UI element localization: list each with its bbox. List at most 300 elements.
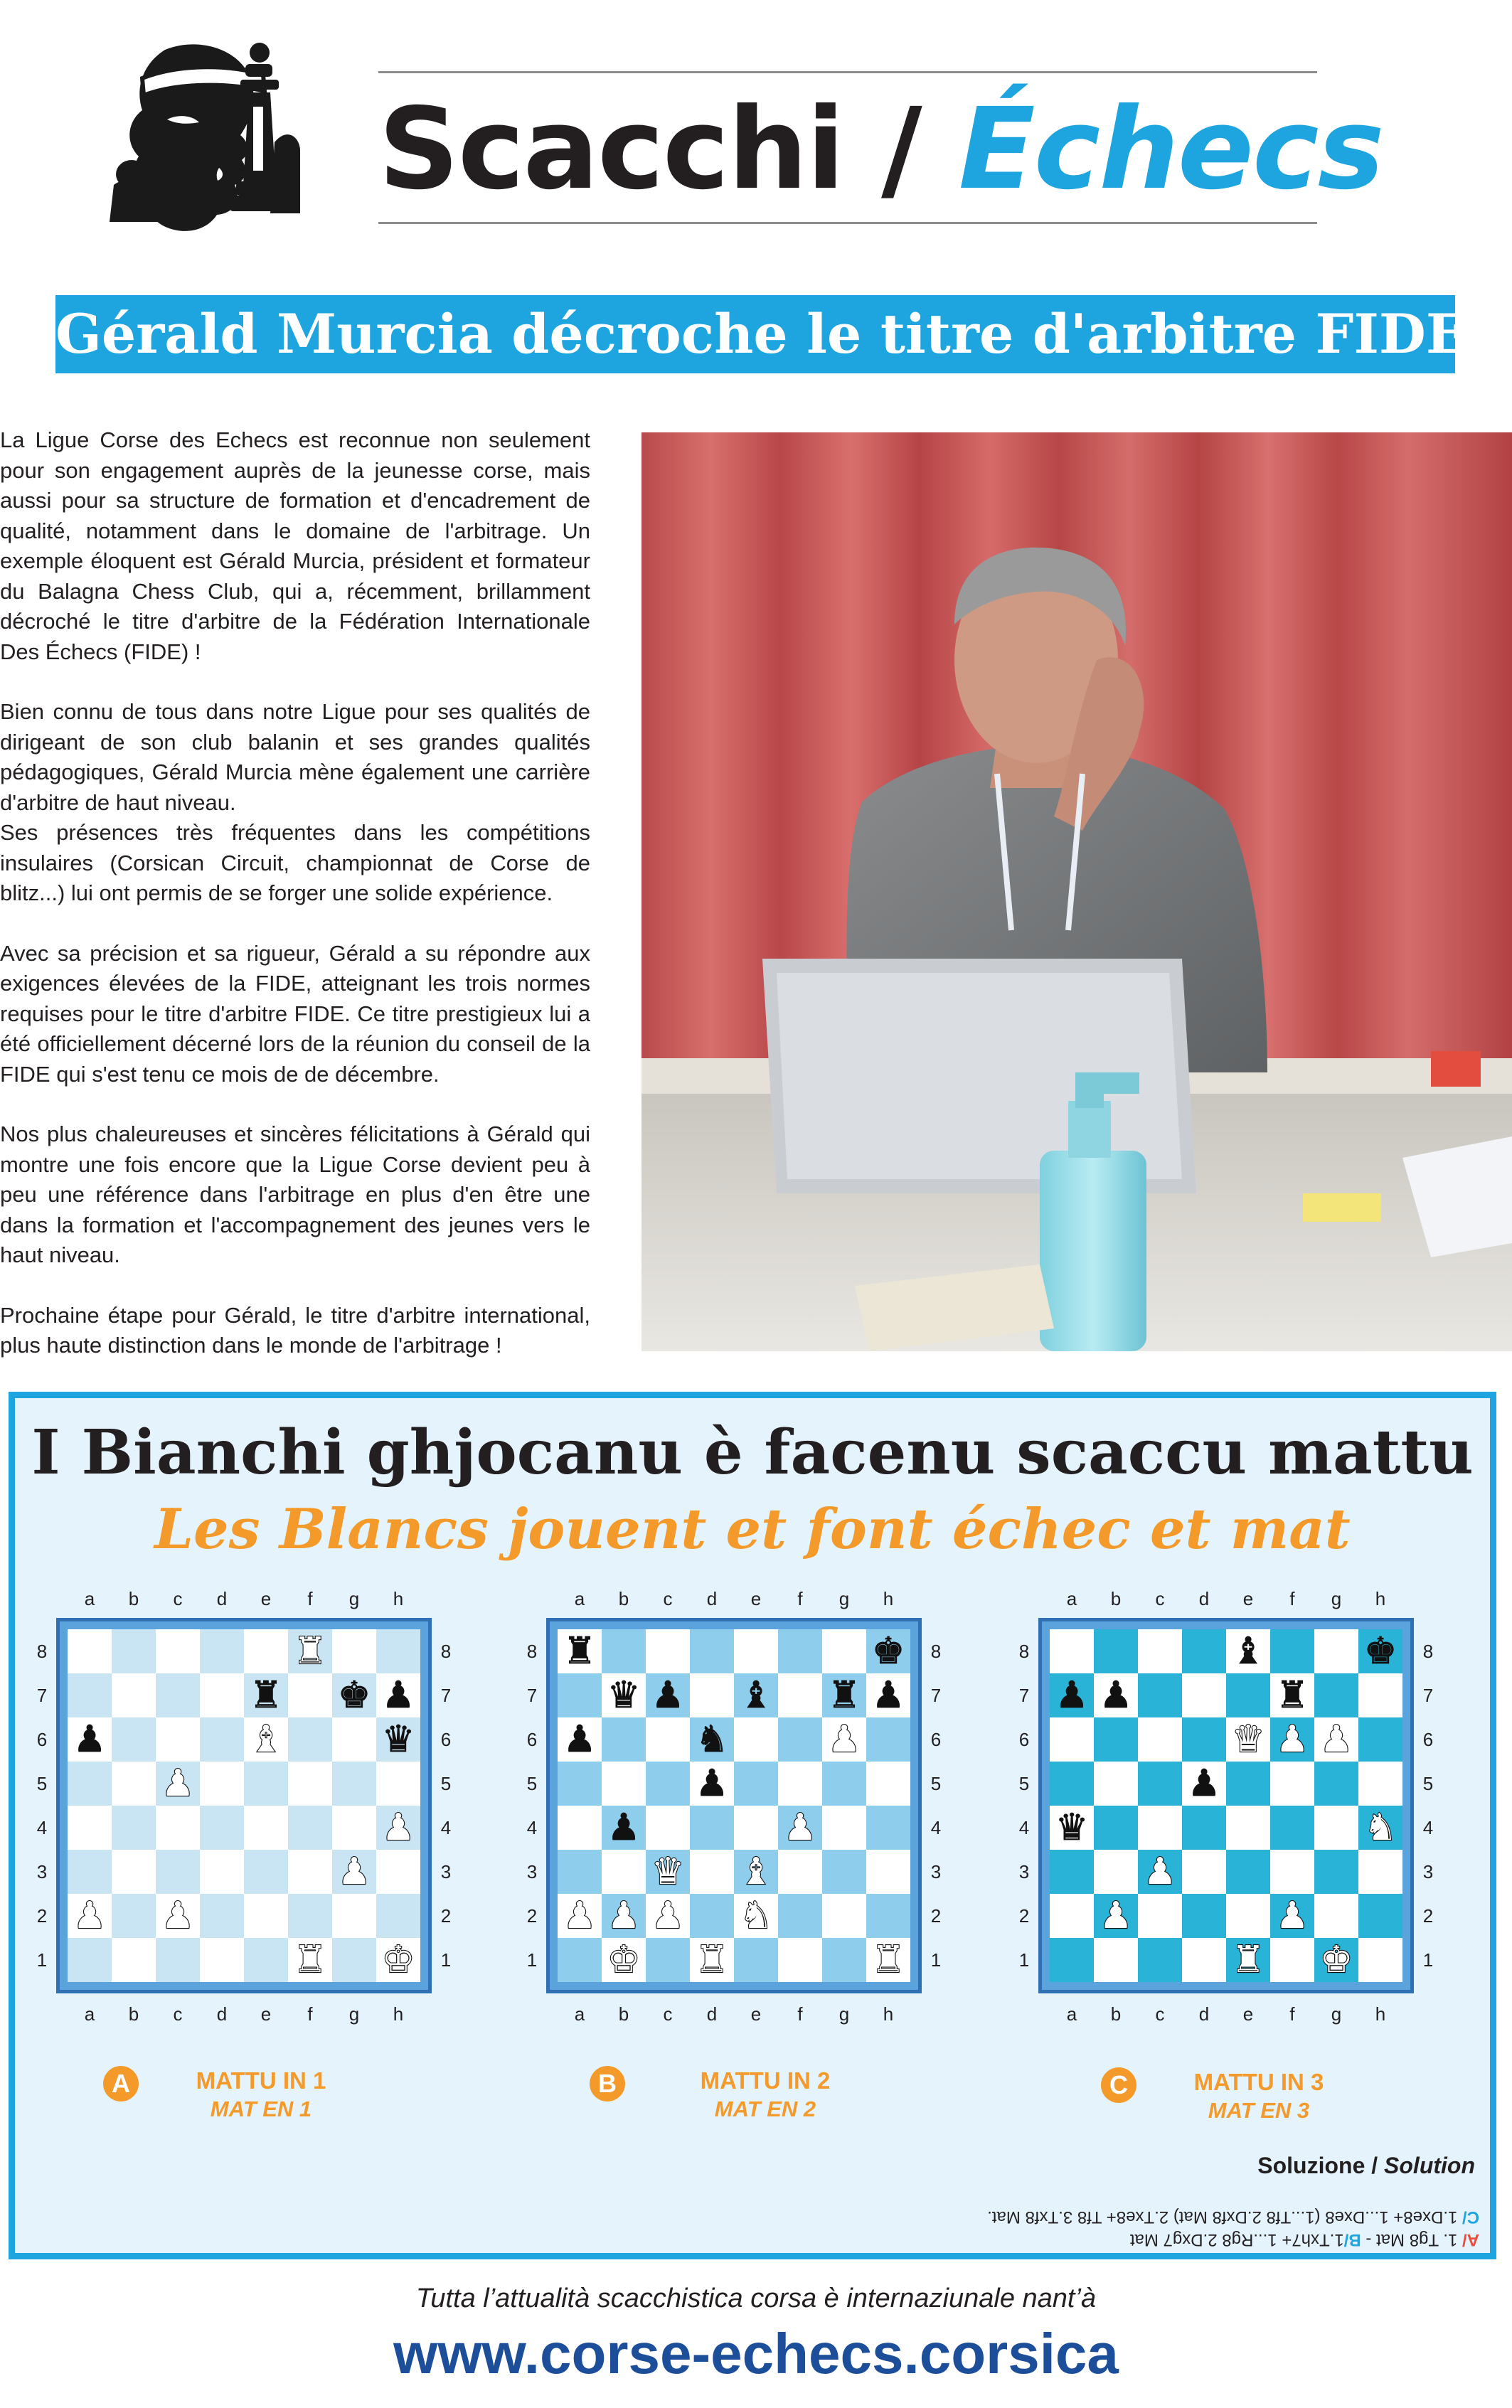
rank-label-6: 6 bbox=[36, 1729, 48, 1750]
board-square-a4 bbox=[558, 1806, 602, 1850]
board-square-a8 bbox=[68, 1629, 112, 1673]
rank-label-2: 2 bbox=[36, 1905, 48, 1927]
board-square-d1 bbox=[200, 1938, 244, 1982]
file-label-c: c bbox=[663, 2003, 673, 2025]
rank-label-2: 2 bbox=[930, 1905, 942, 1927]
board-square-a5 bbox=[558, 1762, 602, 1806]
board-square-b3 bbox=[602, 1850, 646, 1894]
white-pawn-icon: ♟ bbox=[827, 1718, 861, 1761]
rank-label-4: 4 bbox=[440, 1817, 452, 1838]
black-pawn-icon: ♟ bbox=[381, 1674, 415, 1717]
board-square-d2 bbox=[690, 1894, 734, 1938]
solution-label-a: A/ bbox=[1462, 2230, 1479, 2249]
black-pawn-icon: ♟ bbox=[1055, 1674, 1089, 1717]
board-square-g2 bbox=[1314, 1894, 1358, 1938]
file-label-f: f bbox=[1289, 2003, 1295, 2025]
board-square-f6 bbox=[778, 1717, 822, 1762]
board-square-h2 bbox=[866, 1894, 910, 1938]
article-paragraph-5: Prochaine étape pour Gérald, le titre d'arbitre international, plus haute distinction dans le monde de l'arbitrage ! bbox=[0, 1302, 590, 1358]
black-pawn-icon: ♟ bbox=[695, 1762, 729, 1805]
rank-label-6: 6 bbox=[440, 1729, 452, 1750]
black-king-icon: ♚ bbox=[871, 1630, 905, 1673]
board-square-a3 bbox=[1050, 1850, 1094, 1894]
board-square-e8 bbox=[244, 1629, 288, 1673]
board-square-d8 bbox=[200, 1629, 244, 1673]
board-square-b4 bbox=[112, 1806, 156, 1850]
board-square-g5 bbox=[822, 1762, 866, 1806]
board-square-a1 bbox=[1050, 1938, 1094, 1982]
board-square-b5 bbox=[112, 1762, 156, 1806]
board-square-d3 bbox=[690, 1850, 734, 1894]
board-square-d8 bbox=[690, 1629, 734, 1673]
board-square-b2 bbox=[112, 1894, 156, 1938]
white-pawn-icon: ♟ bbox=[1275, 1718, 1309, 1761]
board-square-b4 bbox=[1094, 1806, 1138, 1850]
board-square-e7 bbox=[1226, 1673, 1270, 1717]
board-square-g4 bbox=[1314, 1806, 1358, 1850]
puzzle-label-a-french: MAT EN 1 bbox=[210, 2097, 312, 2121]
puzzle-label-c-french: MAT EN 3 bbox=[1208, 2098, 1310, 2123]
footer-website-link[interactable]: www.corse-echecs.corsica bbox=[393, 2322, 1119, 2385]
black-pawn-icon: ♟ bbox=[1187, 1762, 1221, 1805]
rank-label-4: 4 bbox=[1422, 1817, 1434, 1838]
page-title bbox=[378, 84, 1383, 215]
file-label-b: b bbox=[1110, 2003, 1122, 2025]
board-square-b8 bbox=[1094, 1629, 1138, 1673]
rank-label-5: 5 bbox=[440, 1773, 452, 1794]
board-square-g7 bbox=[1314, 1673, 1358, 1717]
file-label-d: d bbox=[216, 2003, 228, 2025]
board-square-h4 bbox=[866, 1806, 910, 1850]
board-square-h7 bbox=[1358, 1673, 1402, 1717]
white-pawn-icon: ♟ bbox=[783, 1806, 817, 1849]
rank-label-7: 7 bbox=[440, 1685, 452, 1706]
board-square-b8 bbox=[112, 1629, 156, 1673]
solution-text-c: 1.Dxe8+ 1...Dxe8 (1...Tf8 2.Dxf8 Mat) 2.Txe8+ Tf8 3.Txf8 Mat. bbox=[987, 2207, 1462, 2227]
board-square-e4 bbox=[1226, 1806, 1270, 1850]
rank-label-3: 3 bbox=[36, 1861, 48, 1882]
rank-label-4: 4 bbox=[526, 1817, 538, 1838]
white-pawn-icon: ♟ bbox=[337, 1850, 371, 1893]
white-pawn-icon: ♟ bbox=[651, 1895, 685, 1937]
rank-label-3: 3 bbox=[930, 1861, 942, 1882]
board-square-b6 bbox=[1094, 1717, 1138, 1762]
rank-label-8: 8 bbox=[1422, 1641, 1434, 1662]
board-square-d3 bbox=[1182, 1850, 1226, 1894]
file-label-g: g bbox=[1331, 2003, 1342, 2025]
file-label-h: h bbox=[1375, 2003, 1386, 2025]
board-square-c1 bbox=[156, 1938, 200, 1982]
black-bishop-icon: ♝ bbox=[739, 1674, 773, 1717]
board-square-b5 bbox=[602, 1762, 646, 1806]
rank-label-2: 2 bbox=[526, 1905, 538, 1927]
rank-label-8: 8 bbox=[36, 1641, 48, 1662]
title-part-echecs: Échecs bbox=[958, 84, 1383, 215]
board-square-d8 bbox=[1182, 1629, 1226, 1673]
black-rook-icon: ♜ bbox=[1275, 1674, 1309, 1717]
file-label-e: e bbox=[1242, 2003, 1254, 2025]
board-square-f1 bbox=[778, 1938, 822, 1982]
file-label-e: e bbox=[750, 2003, 762, 2025]
rank-label-6: 6 bbox=[1018, 1729, 1030, 1750]
board-square-d4 bbox=[690, 1806, 734, 1850]
board-square-h1 bbox=[1358, 1938, 1402, 1982]
rank-label-6: 6 bbox=[1422, 1729, 1434, 1750]
file-label-h: h bbox=[883, 2003, 894, 2025]
rank-label-1: 1 bbox=[526, 1949, 538, 1971]
board-square-c6 bbox=[1138, 1717, 1182, 1762]
rank-label-2: 2 bbox=[1018, 1905, 1030, 1927]
board-square-c4 bbox=[1138, 1806, 1182, 1850]
file-label-c: c bbox=[173, 1588, 183, 1609]
rank-label-7: 7 bbox=[526, 1685, 538, 1706]
board-square-e2 bbox=[1226, 1894, 1270, 1938]
board-square-h2 bbox=[1358, 1894, 1402, 1938]
board-square-g1 bbox=[822, 1938, 866, 1982]
solution-line-c bbox=[853, 2205, 1479, 2228]
board-square-c3 bbox=[156, 1850, 200, 1894]
file-label-a: a bbox=[574, 1588, 585, 1609]
file-label-d: d bbox=[706, 2003, 718, 2025]
board-square-f8 bbox=[1270, 1629, 1314, 1673]
puzzle-label-b-french: MAT EN 2 bbox=[714, 2097, 816, 2121]
white-rook-icon: ♜ bbox=[695, 1939, 729, 1981]
black-rook-icon: ♜ bbox=[827, 1674, 861, 1717]
rank-label-5: 5 bbox=[1018, 1773, 1030, 1794]
chess-board-a bbox=[36, 1588, 480, 2057]
rank-label-2: 2 bbox=[1422, 1905, 1434, 1927]
file-label-h: h bbox=[393, 1588, 404, 1609]
board-square-c2 bbox=[1138, 1894, 1182, 1938]
solution-label-b: B/ bbox=[1343, 2230, 1361, 2249]
solution-title-corsican: Soluzione / bbox=[1257, 2153, 1385, 2178]
board-square-f6 bbox=[288, 1717, 332, 1762]
board-square-f1 bbox=[1270, 1938, 1314, 1982]
board-square-a3 bbox=[558, 1850, 602, 1894]
league-logo bbox=[100, 36, 306, 238]
board-square-a1 bbox=[68, 1938, 112, 1982]
board-square-b6 bbox=[602, 1717, 646, 1762]
board-square-g5 bbox=[1314, 1762, 1358, 1806]
board-square-e4 bbox=[244, 1806, 288, 1850]
board-square-h8 bbox=[376, 1629, 420, 1673]
rank-label-1: 1 bbox=[36, 1949, 48, 1971]
rank-label-1: 1 bbox=[1018, 1949, 1030, 1971]
file-label-f: f bbox=[797, 2003, 803, 2025]
file-label-b: b bbox=[618, 1588, 629, 1609]
board-square-f3 bbox=[288, 1850, 332, 1894]
board-square-g5 bbox=[332, 1762, 376, 1806]
board-square-d1 bbox=[1182, 1938, 1226, 1982]
footer-tagline: Tutta l’attualità scacchistica corsa è internaziunale nant’à bbox=[415, 2284, 1097, 2313]
file-label-g: g bbox=[348, 1588, 360, 1609]
board-square-c1 bbox=[1138, 1938, 1182, 1982]
board-square-a5 bbox=[1050, 1762, 1094, 1806]
board-square-e3 bbox=[244, 1850, 288, 1894]
file-label-e: e bbox=[750, 1588, 762, 1609]
file-label-c: c bbox=[1155, 1588, 1165, 1609]
puzzle-label-b-corsican: MATTU IN 2 bbox=[700, 2067, 831, 2094]
black-pawn-icon: ♟ bbox=[563, 1718, 597, 1761]
file-label-b: b bbox=[128, 2003, 139, 2025]
board-square-c5 bbox=[1138, 1762, 1182, 1806]
black-pawn-icon: ♟ bbox=[1099, 1674, 1133, 1717]
board-square-a7 bbox=[558, 1673, 602, 1717]
board-square-e8 bbox=[734, 1629, 778, 1673]
file-label-d: d bbox=[1198, 1588, 1210, 1609]
black-pawn-icon: ♟ bbox=[651, 1674, 685, 1717]
file-label-b: b bbox=[1110, 1588, 1122, 1609]
board-square-b6 bbox=[112, 1717, 156, 1762]
board-square-e5 bbox=[734, 1762, 778, 1806]
board-square-c6 bbox=[646, 1717, 690, 1762]
file-label-g: g bbox=[1331, 1588, 1342, 1609]
board-square-f8 bbox=[778, 1629, 822, 1673]
board-square-e3 bbox=[1226, 1850, 1270, 1894]
rank-label-7: 7 bbox=[1018, 1685, 1030, 1706]
puzzle-label-a-corsican: MATTU IN 1 bbox=[196, 2067, 326, 2094]
black-bishop-icon: ♝ bbox=[1231, 1630, 1265, 1673]
board-square-d2 bbox=[1182, 1894, 1226, 1938]
solution-line-ab bbox=[853, 2228, 1479, 2251]
board-square-c8 bbox=[156, 1629, 200, 1673]
solution-text-upside-down bbox=[853, 2187, 1479, 2251]
board-square-c7 bbox=[1138, 1673, 1182, 1717]
white-pawn-icon: ♟ bbox=[161, 1895, 195, 1937]
rank-label-3: 3 bbox=[440, 1861, 452, 1882]
board-square-g1 bbox=[332, 1938, 376, 1982]
file-label-a: a bbox=[1066, 2003, 1077, 2025]
rank-label-6: 6 bbox=[526, 1729, 538, 1750]
file-label-h: h bbox=[1375, 1588, 1386, 1609]
puzzle-badge-c: C bbox=[1101, 2067, 1136, 2103]
board-square-d3 bbox=[200, 1850, 244, 1894]
board-square-f7 bbox=[288, 1673, 332, 1717]
article-headline: Gérald Murcia décroche le titre d'arbitre FIDE bbox=[55, 295, 1455, 373]
board-square-a1 bbox=[558, 1938, 602, 1982]
article-paragraph-1: La Ligue Corse des Echecs est reconnue non seulement pour son engagement auprès de la jeunesse corse, mais aussi pour sa structure de formation et d'encadrement de qualité, notamment dans le domaine de l'arbitrage. Un exemple éloquent est Gérald Murcia, président et formateur du Balagna Chess Club, qui a, récemment, brillamment décroché le titre d'arbitre de la Fédération Internationale Des Échecs (FIDE) ! bbox=[0, 427, 590, 664]
board-square-a3 bbox=[68, 1850, 112, 1894]
rank-label-5: 5 bbox=[526, 1773, 538, 1794]
board-square-e5 bbox=[244, 1762, 288, 1806]
puzzle-title-corsican: I Bianchi ghjocanu è facenu scaccu mattu bbox=[31, 1417, 1474, 1488]
white-rook-icon: ♜ bbox=[293, 1939, 327, 1981]
rank-label-2: 2 bbox=[440, 1905, 452, 1927]
rank-label-4: 4 bbox=[1018, 1817, 1030, 1838]
black-pawn-icon: ♟ bbox=[73, 1718, 107, 1761]
board-square-d6 bbox=[1182, 1717, 1226, 1762]
file-label-h: h bbox=[393, 2003, 404, 2025]
solution-title-french: Solution bbox=[1384, 2153, 1475, 2178]
board-square-g3 bbox=[822, 1850, 866, 1894]
board-square-d5 bbox=[200, 1762, 244, 1806]
black-rook-icon: ♜ bbox=[563, 1630, 597, 1673]
board-square-h5 bbox=[1358, 1762, 1402, 1806]
file-label-f: f bbox=[307, 1588, 313, 1609]
board-square-f2 bbox=[778, 1894, 822, 1938]
board-square-d7 bbox=[690, 1673, 734, 1717]
white-king-icon: ♚ bbox=[381, 1939, 415, 1981]
board-square-e1 bbox=[244, 1938, 288, 1982]
board-square-d4 bbox=[200, 1806, 244, 1850]
puzzle-title-french: Les Blancs jouent et font échec et mat bbox=[154, 1497, 1351, 1562]
board-square-e6 bbox=[734, 1717, 778, 1762]
board-square-f2 bbox=[288, 1894, 332, 1938]
board-square-g8 bbox=[1314, 1629, 1358, 1673]
board-square-b3 bbox=[1094, 1850, 1138, 1894]
board-square-f5 bbox=[1270, 1762, 1314, 1806]
white-pawn-icon: ♟ bbox=[607, 1895, 641, 1937]
board-square-a8 bbox=[1050, 1629, 1094, 1673]
board-square-b1 bbox=[112, 1938, 156, 1982]
board-square-g4 bbox=[332, 1806, 376, 1850]
solution-text-a: 1. Tg8 Mat - bbox=[1361, 2230, 1462, 2249]
rank-label-3: 3 bbox=[1018, 1861, 1030, 1882]
board-square-g4 bbox=[822, 1806, 866, 1850]
referee-photo bbox=[641, 432, 1512, 1351]
black-knight-icon: ♞ bbox=[695, 1718, 729, 1761]
chess-board-b bbox=[526, 1588, 970, 2057]
solution-title bbox=[1067, 2151, 1475, 2180]
file-label-a: a bbox=[84, 1588, 95, 1609]
white-bishop-icon: ♝ bbox=[739, 1850, 773, 1893]
board-square-c4 bbox=[646, 1806, 690, 1850]
black-queen-icon: ♛ bbox=[607, 1674, 641, 1717]
black-pawn-icon: ♟ bbox=[607, 1806, 641, 1849]
file-label-e: e bbox=[260, 2003, 272, 2025]
board-square-c1 bbox=[646, 1938, 690, 1982]
file-label-a: a bbox=[84, 2003, 95, 2025]
white-pawn-icon: ♟ bbox=[1099, 1895, 1133, 1937]
board-square-f7 bbox=[778, 1673, 822, 1717]
file-label-f: f bbox=[307, 2003, 313, 2025]
rank-label-1: 1 bbox=[440, 1949, 452, 1971]
white-king-icon: ♚ bbox=[607, 1939, 641, 1981]
board-square-d2 bbox=[200, 1894, 244, 1938]
rank-label-8: 8 bbox=[526, 1641, 538, 1662]
rank-label-8: 8 bbox=[1018, 1641, 1030, 1662]
board-square-c4 bbox=[156, 1806, 200, 1850]
file-label-d: d bbox=[1198, 2003, 1210, 2025]
board-square-e4 bbox=[734, 1806, 778, 1850]
article-paragraph-4: Nos plus chaleureuses et sincères félicitations à Gérald qui montre une fois encore que la Ligue Corse devient peu à peu une référence dans l'arbitrage en plus d'en être une dans la formation et l'accompagnement des jeunes vers le haut niveau. bbox=[0, 1122, 590, 1267]
board-square-b5 bbox=[1094, 1762, 1138, 1806]
rank-label-1: 1 bbox=[930, 1949, 942, 1971]
board-square-g8 bbox=[822, 1629, 866, 1673]
board-square-h5 bbox=[376, 1762, 420, 1806]
rank-label-6: 6 bbox=[930, 1729, 942, 1750]
board-square-b8 bbox=[602, 1629, 646, 1673]
board-square-a6 bbox=[1050, 1717, 1094, 1762]
board-square-b7 bbox=[112, 1673, 156, 1717]
file-label-c: c bbox=[663, 1588, 673, 1609]
board-square-f3 bbox=[778, 1850, 822, 1894]
white-rook-icon: ♜ bbox=[871, 1939, 905, 1981]
rank-label-7: 7 bbox=[36, 1685, 48, 1706]
black-queen-icon: ♛ bbox=[1055, 1806, 1089, 1849]
white-rook-icon: ♜ bbox=[1231, 1939, 1265, 1981]
board-square-e1 bbox=[734, 1938, 778, 1982]
file-label-h: h bbox=[883, 1588, 894, 1609]
board-square-g2 bbox=[332, 1894, 376, 1938]
board-square-d7 bbox=[1182, 1673, 1226, 1717]
rank-label-1: 1 bbox=[1422, 1949, 1434, 1971]
file-label-a: a bbox=[574, 2003, 585, 2025]
board-square-g2 bbox=[822, 1894, 866, 1938]
file-label-d: d bbox=[706, 1588, 718, 1609]
board-square-a4 bbox=[68, 1806, 112, 1850]
black-rook-icon: ♜ bbox=[249, 1674, 283, 1717]
board-square-f3 bbox=[1270, 1850, 1314, 1894]
board-square-c7 bbox=[156, 1673, 200, 1717]
file-label-f: f bbox=[797, 1588, 803, 1609]
board-square-c6 bbox=[156, 1717, 200, 1762]
puzzle-badge-b: B bbox=[590, 2066, 625, 2101]
white-bishop-icon: ♝ bbox=[249, 1718, 283, 1761]
file-label-b: b bbox=[618, 2003, 629, 2025]
file-label-g: g bbox=[838, 1588, 850, 1609]
rank-label-4: 4 bbox=[36, 1817, 48, 1838]
board-square-a2 bbox=[1050, 1894, 1094, 1938]
rank-label-5: 5 bbox=[1422, 1773, 1434, 1794]
solution-label-c: C/ bbox=[1462, 2207, 1479, 2227]
board-square-g6 bbox=[332, 1717, 376, 1762]
white-pawn-icon: ♟ bbox=[1319, 1718, 1353, 1761]
rank-label-8: 8 bbox=[440, 1641, 452, 1662]
file-label-d: d bbox=[216, 1588, 228, 1609]
board-square-g3 bbox=[1314, 1850, 1358, 1894]
solution-text-b: 1.Txh7+ 1...Rg8 2.Dxg7 Mat bbox=[1129, 2230, 1344, 2249]
rank-label-5: 5 bbox=[36, 1773, 48, 1794]
board-square-c8 bbox=[646, 1629, 690, 1673]
board-square-b3 bbox=[112, 1850, 156, 1894]
title-part-scacchi: Scacchi / bbox=[378, 84, 959, 215]
file-label-e: e bbox=[1242, 1588, 1254, 1609]
chess-board-c bbox=[1018, 1588, 1462, 2057]
board-square-h6 bbox=[1358, 1717, 1402, 1762]
board-square-e2 bbox=[244, 1894, 288, 1938]
rank-label-8: 8 bbox=[930, 1641, 942, 1662]
white-queen-icon: ♛ bbox=[1231, 1718, 1265, 1761]
white-knight-icon: ♞ bbox=[1363, 1806, 1397, 1849]
board-square-d7 bbox=[200, 1673, 244, 1717]
rank-label-7: 7 bbox=[1422, 1685, 1434, 1706]
black-king-icon: ♚ bbox=[1363, 1630, 1397, 1673]
file-label-a: a bbox=[1066, 1588, 1077, 1609]
board-square-f5 bbox=[778, 1762, 822, 1806]
board-square-h5 bbox=[866, 1762, 910, 1806]
file-label-c: c bbox=[1155, 2003, 1165, 2025]
board-square-c8 bbox=[1138, 1629, 1182, 1673]
board-square-h3 bbox=[376, 1850, 420, 1894]
puzzle-label-c-corsican: MATTU IN 3 bbox=[1193, 2069, 1324, 2095]
rank-label-3: 3 bbox=[1422, 1861, 1434, 1882]
board-square-f4 bbox=[1270, 1806, 1314, 1850]
white-pawn-icon: ♟ bbox=[381, 1806, 415, 1849]
black-queen-icon: ♛ bbox=[381, 1718, 415, 1761]
white-king-icon: ♚ bbox=[1319, 1939, 1353, 1981]
board-square-h3 bbox=[866, 1850, 910, 1894]
file-label-g: g bbox=[838, 2003, 850, 2025]
title-rule-top bbox=[378, 71, 1317, 73]
file-label-g: g bbox=[348, 2003, 360, 2025]
puzzle-badge-a: A bbox=[103, 2066, 139, 2101]
board-square-d6 bbox=[200, 1717, 244, 1762]
board-square-a7 bbox=[68, 1673, 112, 1717]
white-knight-icon: ♞ bbox=[739, 1895, 773, 1937]
white-pawn-icon: ♟ bbox=[563, 1895, 597, 1937]
file-label-f: f bbox=[1289, 1588, 1295, 1609]
